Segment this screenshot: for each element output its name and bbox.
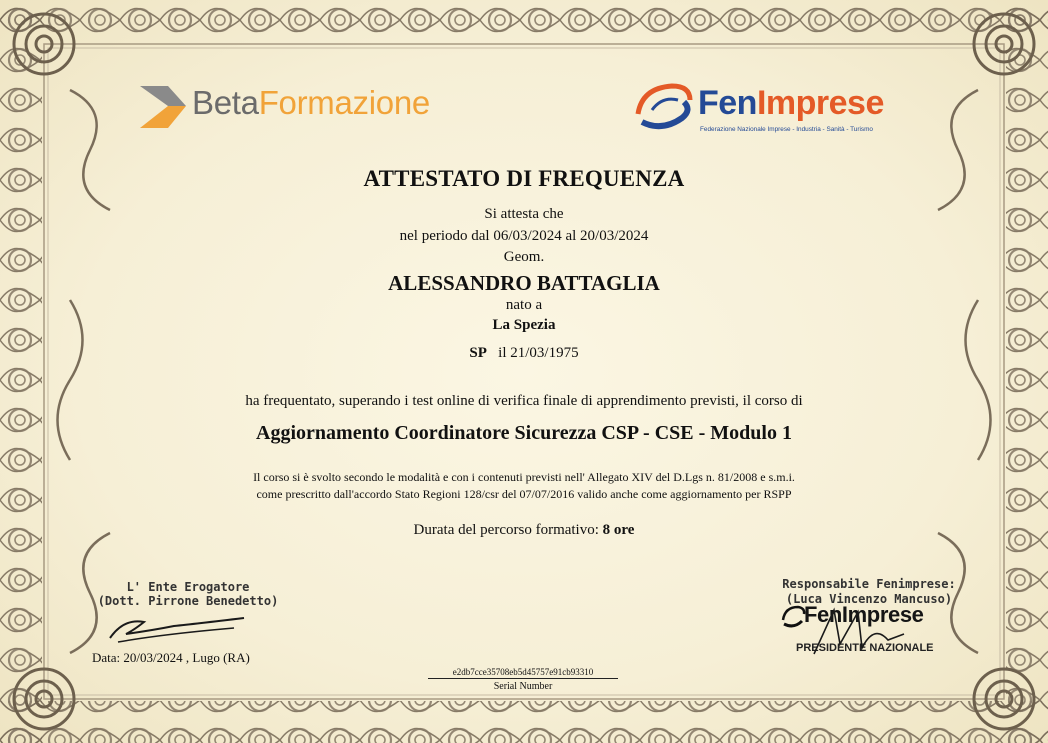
fenimprese-stamp (780, 600, 960, 670)
province: SP (469, 345, 487, 361)
serial-code: e2db7cce35708eb5d45757e91cb93310 (428, 667, 618, 679)
birth-date: 21/03/1975 (510, 345, 579, 361)
left-signer-name: (Dott. Pirrone Benedetto) (97, 594, 279, 608)
left-handwritten-signature (104, 608, 254, 648)
beta-wordmark-part1: Beta (192, 84, 259, 121)
duration-value: 8 ore (602, 522, 635, 538)
period-prefix: nel periodo dal (399, 228, 490, 244)
fenimprese-logo (632, 80, 922, 140)
betaformazione-logo (138, 80, 478, 136)
legal-line-2: come prescritto dall'accordo Stato Regioni 128/csr del 07/07/2016 valido anche come aggiornamento per RSPP (256, 487, 792, 501)
birth-prefix: il (498, 345, 507, 361)
certificate-title: ATTESTATO DI FREQUENZA (363, 166, 685, 191)
attests-line: Si attesta che (484, 206, 564, 222)
stamp-name: FenImprese (804, 602, 924, 627)
period-mid: al (565, 228, 577, 244)
honorific: Geom. (503, 249, 545, 265)
fen-swirl-icon (632, 80, 696, 134)
right-signer-role: Responsabile Fenimprese: (782, 577, 956, 591)
issue-date-place: Data: 20/03/2024 , Lugo (RA) (92, 650, 250, 665)
fen-wordmark (698, 84, 884, 123)
period-date-to: 20/03/2024 (580, 228, 649, 244)
period-date-from: 06/03/2024 (493, 228, 562, 244)
duration-line (0, 522, 1048, 539)
duration-label: Durata del percorso formativo: (413, 522, 599, 538)
fen-wordmark-part1: Fen (698, 84, 757, 122)
recipient-name: ALESSANDRO BATTAGLIA (388, 271, 660, 295)
serial-label: Serial Number (493, 681, 553, 692)
fen-wordmark-part2: Imprese (756, 84, 884, 122)
stamp-swirl-icon (780, 604, 806, 630)
born-label: nato a (505, 297, 543, 313)
stamp-title: PRESIDENTE NAZIONALE (796, 642, 934, 654)
beta-arrow-icon (138, 82, 188, 132)
right-signer-name: (Luca Vincenzo Mancuso) (785, 592, 953, 606)
beta-wordmark-part2: Formazione (258, 84, 430, 121)
attended-text: ha frequentato, superando i test online di verifica finale di apprendimento previsti, il corso di (245, 393, 803, 409)
birth-line (0, 345, 1048, 362)
serial-block (428, 667, 618, 692)
course-title: Aggiornamento Coordinatore Sicurezza CSP - CSE - Modulo 1 (256, 422, 792, 444)
legal-line-1: Il corso si è svolto secondo le modalità e con i contenuti previsti nell' Allegato XIV del D.Lgs n. 81/2008 e s.m.i. (253, 470, 795, 484)
beta-wordmark (192, 84, 430, 122)
period-line (0, 228, 1048, 245)
left-signer-role: L' Ente Erogatore (126, 580, 250, 594)
fen-subtitle: Federazione Nazionale Imprese - Industria - Sanità - Turismo (700, 126, 873, 133)
birthplace: La Spezia (492, 317, 556, 333)
right-handwritten-signature (804, 604, 914, 664)
left-signature-block (88, 580, 288, 608)
